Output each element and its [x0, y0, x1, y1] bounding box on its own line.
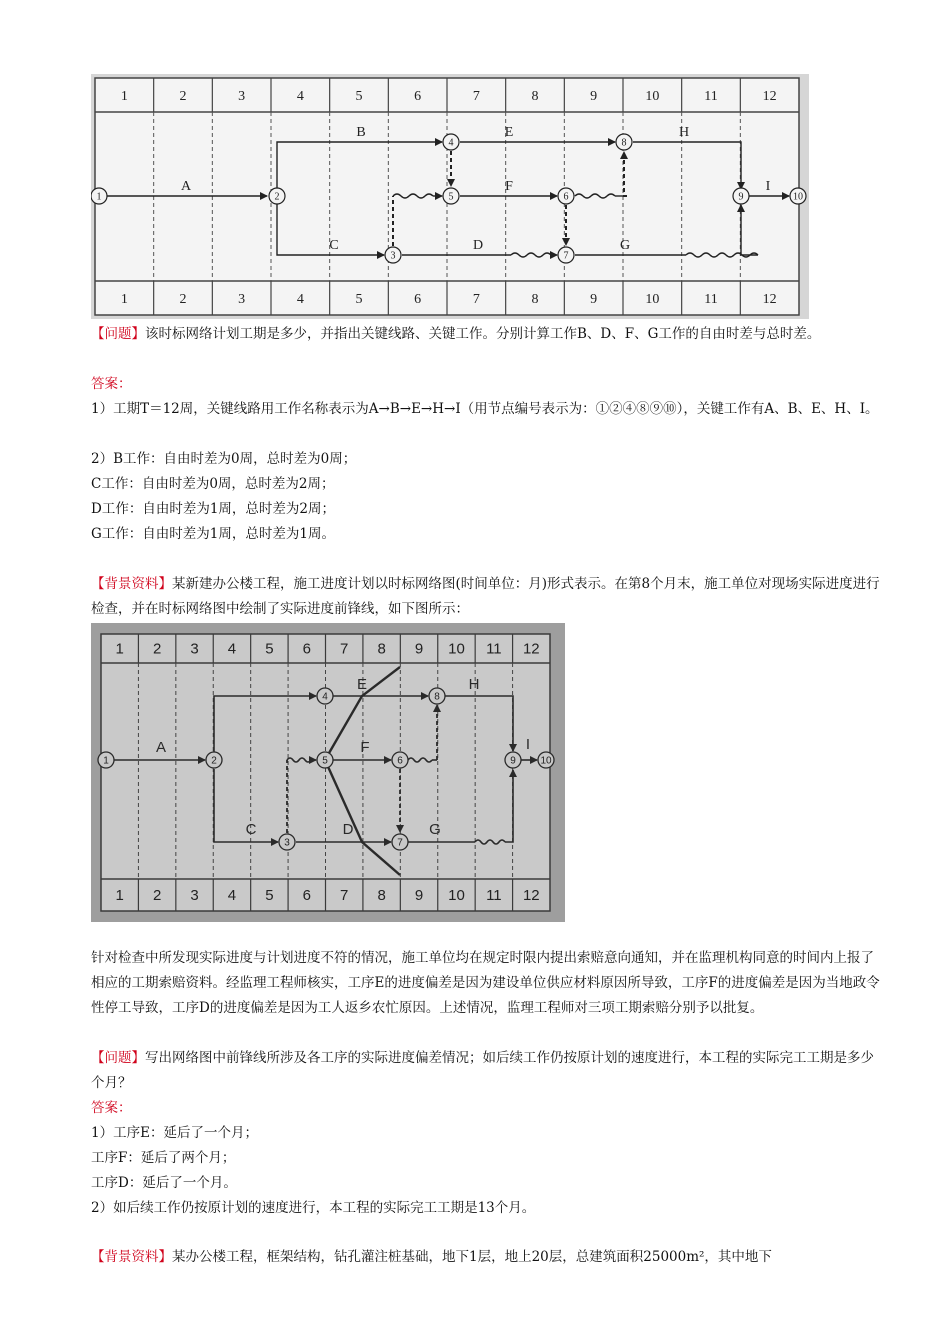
time-column-label-bottom: 10 [448, 887, 465, 904]
time-column-label-bottom: 3 [238, 292, 246, 307]
time-column-label-bottom: 7 [340, 887, 349, 904]
activity-label-a: A [155, 739, 167, 756]
time-column-label-bottom: 5 [265, 887, 274, 904]
time-column-label-bottom: 12 [762, 292, 777, 307]
time-column-label-top: 3 [190, 640, 199, 658]
activity-label-g: G [619, 238, 631, 253]
background-2-tag: 【背景资料】 [91, 1249, 172, 1265]
activity-label-f: F [360, 739, 370, 756]
time-column-label-bottom: 9 [590, 292, 598, 307]
node-9-label: 9 [510, 755, 516, 767]
time-column-label-top: 1 [120, 89, 128, 104]
activity-label-e: E [356, 676, 368, 693]
node-1-label: 1 [103, 755, 109, 767]
time-column-label-bottom: 11 [704, 292, 718, 307]
time-column-label-bottom: 1 [115, 887, 124, 904]
node-5-label: 5 [448, 191, 454, 203]
node-7-label: 7 [397, 837, 403, 849]
activity-label-h: H [678, 125, 690, 140]
node-4-label: 4 [322, 691, 328, 703]
time-column-label-top: 9 [590, 89, 598, 104]
network-diagram-1 [91, 74, 809, 319]
time-column-label-top: 10 [645, 89, 660, 104]
activity-label-d: D [342, 821, 354, 838]
node-2-label: 2 [211, 755, 217, 767]
background-2 [91, 1245, 883, 1270]
answer-2-line-4: 2）如后续工作仍按原计划的速度进行，本工程的实际完工工期是13个月。 [91, 1200, 536, 1216]
activity-label-c: C [329, 238, 339, 253]
time-column-label-bottom: 11 [486, 887, 502, 904]
time-column-label-bottom: 1 [120, 292, 128, 307]
question-2-tag: 【问题】 [91, 1050, 145, 1066]
time-column-label-top: 12 [762, 89, 777, 104]
answer-2-label: 答案： [91, 1100, 132, 1116]
question-1 [91, 322, 883, 347]
node-8-label: 8 [434, 691, 440, 703]
time-column-label-bottom: 4 [296, 292, 304, 307]
background-1 [91, 572, 883, 622]
node-2-label: 2 [274, 191, 280, 203]
node-6-label: 6 [397, 755, 403, 767]
time-column-label-bottom: 8 [377, 887, 386, 904]
node-10-label: 10 [793, 191, 803, 203]
activity-label-h: H [468, 676, 480, 693]
background-1-tag: 【背景资料】 [91, 576, 172, 592]
answer-1-line-1: 1）工期T＝12周，关键线路用工作名称表示为A→B→E→H→I（用节点编号表示为：①②④⑧⑨⑩），关键工作有A、B、E、H、I。 [91, 401, 879, 417]
time-column-label-top: 2 [179, 89, 187, 104]
answer-1-line-3: C工作：自由时差为0周，总时差为2周； [91, 476, 335, 492]
activity-label-d: D [472, 238, 484, 253]
network-diagram-2 [91, 623, 565, 922]
time-column-label-top: 6 [414, 89, 422, 104]
time-column-label-top: 3 [238, 89, 246, 104]
node-5-label: 5 [322, 755, 328, 767]
node-4-label: 4 [448, 137, 454, 149]
node-7-label: 7 [563, 250, 569, 262]
background-2-text: 某办公楼工程，框架结构，钻孔灌注桩基础，地下1层，地上20层，总建筑面积25000m²，其中地下 [172, 1249, 772, 1265]
time-column-label-top: 8 [531, 89, 539, 104]
time-column-label-top: 10 [448, 640, 465, 658]
activity-label-i: I [525, 736, 531, 753]
node-6-label: 6 [563, 191, 569, 203]
node-8-label: 8 [621, 137, 627, 149]
activity-label-b: B [356, 125, 366, 140]
time-column-label-bottom: 3 [190, 887, 199, 904]
activity-label-g: G [429, 821, 441, 838]
time-column-label-top: 11 [486, 640, 502, 658]
time-column-label-top: 2 [152, 640, 162, 658]
activity-label-i: I [765, 179, 771, 194]
time-column-label-top: 5 [265, 640, 274, 658]
background-1-continued: 针对检查中所发现实际进度与计划进度不符的情况，施工单位均在规定时限内提出索赔意向通知，并在监理机构同意的时间内上报了相应的工期索赔资料。经监理工程师核实，工序E的进度偏差是因为建设单位供应材料原因所导致，工序F的进度偏差是因为当地政令性停工导致，工序D的进度偏差是因为工人返乡农忙原因。上述情况，监理工程师对三项工期索赔分别予以批复。 [91, 950, 880, 1016]
time-column-label-top: 5 [355, 89, 363, 104]
time-column-label-bottom: 2 [152, 887, 162, 904]
question-2-text: 写出网络图中前锋线所涉及各工序的实际进度偏差情况；如后续工作仍按原计划的速度进行，本工程的实际完工工期是多少个月？ [91, 1050, 874, 1091]
node-10-label: 10 [540, 755, 552, 767]
time-column-label-bottom: 10 [645, 292, 660, 307]
node-1-label: 1 [96, 191, 102, 203]
activity-label-e: E [504, 125, 514, 140]
time-column-label-bottom: 8 [531, 292, 539, 307]
time-column-label-bottom: 6 [302, 887, 311, 904]
node-3-label: 3 [284, 837, 290, 849]
time-column-label-bottom: 6 [414, 292, 422, 307]
node-9-label: 9 [738, 191, 744, 203]
time-column-label-bottom: 4 [227, 887, 237, 904]
time-column-label-top: 7 [340, 640, 349, 658]
question-1-tag: 【问题】 [91, 326, 145, 342]
activity-label-f: F [505, 179, 513, 194]
node-3-label: 3 [390, 250, 396, 262]
answer-1-label: 答案： [91, 376, 132, 392]
time-column-label-top: 12 [522, 640, 540, 658]
activity-label-a: A [180, 179, 192, 194]
answer-1-line-4: D工作：自由时差为1周，总时差为2周； [91, 501, 336, 517]
time-column-label-bottom: 7 [472, 292, 480, 307]
question-2 [91, 1046, 883, 1096]
answer-1-line-5: G工作：自由时差为1周，总时差为1周。 [91, 526, 335, 542]
time-column-label-bottom: 5 [355, 292, 363, 307]
time-column-label-top: 1 [115, 640, 124, 658]
time-column-label-bottom: 2 [179, 292, 187, 307]
question-1-text: 该时标网络计划工期是多少，并指出关键线路、关键工作。分别计算工作B、D、F、G工作的自由时差与总时差。 [145, 326, 821, 342]
time-column-label-top: 11 [704, 89, 718, 104]
background-1-text: 某新建办公楼工程，施工进度计划以时标网络图(时间单位：月)形式表示。在第8个月末，施工单位对现场实际进度进行检查，并在时标网络图中绘制了实际进度前锋线，如下图所示： [91, 576, 880, 617]
answer-2-line-2: 工序F：延后了两个月； [91, 1150, 236, 1166]
answer-1-line-2: 2）B工作：自由时差为0周，总时差为0周； [91, 451, 357, 467]
time-column-label-top: 6 [302, 640, 311, 658]
time-column-label-bottom: 12 [522, 887, 540, 904]
activity-label-c: C [245, 821, 257, 838]
time-column-label-top: 9 [414, 640, 424, 658]
time-column-label-top: 4 [227, 640, 237, 658]
time-column-label-bottom: 9 [414, 887, 424, 904]
answer-2-line-3: 工序D：延后了一个月。 [91, 1175, 237, 1191]
time-column-label-top: 4 [296, 89, 304, 104]
time-column-label-top: 7 [472, 89, 480, 104]
answer-2-line-1: 1）工序E：延后了一个月； [91, 1125, 258, 1141]
time-column-label-top: 8 [377, 640, 386, 658]
